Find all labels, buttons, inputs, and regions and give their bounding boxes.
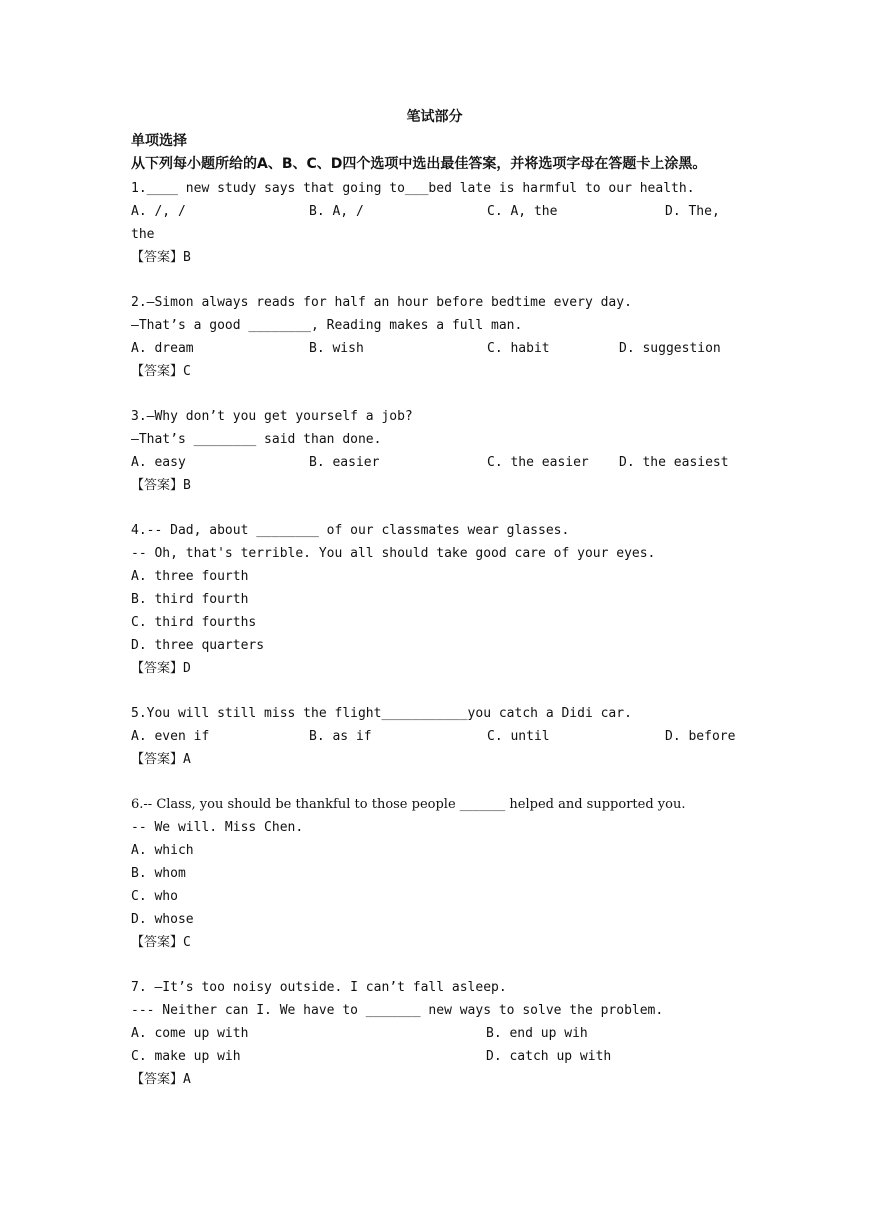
option: A. even if	[131, 729, 210, 744]
question-stem-line: -- We will. Miss Chen.	[131, 820, 304, 835]
option: C. who	[131, 889, 178, 904]
answer-value: A	[183, 1072, 191, 1087]
question-stem-line: —That’s ________ said than done.	[131, 432, 382, 447]
question-stem-line: 7. —It’s too noisy outside. I can’t fall asleep.	[131, 980, 507, 995]
option: A. /, /	[131, 204, 186, 219]
question-item	[131, 702, 741, 771]
answer-line: 【答案】B	[131, 478, 191, 493]
answer-value: A	[183, 752, 191, 767]
option: A. three fourth	[131, 569, 249, 584]
option: D. the easiest	[619, 455, 729, 470]
option: A. dream	[131, 341, 194, 356]
answer-line: 【答案】C	[131, 364, 191, 379]
options-row	[131, 1045, 741, 1068]
answer-value: B	[183, 478, 191, 493]
option: A. come up with	[131, 1026, 249, 1041]
question-stem-line: 3.—Why don’t you get yourself a job?	[131, 409, 413, 424]
question-list	[131, 177, 741, 1113]
answer-line: 【答案】A	[131, 1072, 191, 1087]
option: B. wish	[309, 341, 364, 356]
question-item	[131, 291, 741, 383]
option: D. three quarters	[131, 638, 265, 653]
section-name: 单项选择	[131, 133, 187, 149]
question-item	[131, 976, 741, 1091]
answer-value: C	[183, 364, 191, 379]
question-stem-line: --- Neither can I. We have to _______ new ways to solve the problem.	[131, 1003, 664, 1018]
option: C. habit	[487, 341, 550, 356]
options-row	[131, 1022, 741, 1045]
options-row	[131, 725, 741, 748]
answer-line: 【答案】C	[131, 935, 191, 950]
question-stem-line: —That’s a good ________, Reading makes a full man.	[131, 318, 523, 333]
option: D. The,	[665, 204, 720, 219]
option: B. whom	[131, 866, 186, 881]
option: A. easy	[131, 455, 186, 470]
option: C. until	[487, 729, 550, 744]
option-wrap-line: the	[131, 227, 155, 242]
option: D. before	[665, 729, 736, 744]
answer-value: D	[183, 661, 191, 676]
question-item	[131, 177, 741, 269]
page-title: 笔试部分	[406, 109, 463, 125]
answer-value: B	[183, 250, 191, 265]
option: D. whose	[131, 912, 194, 927]
option: B. third fourth	[131, 592, 249, 607]
question-stem-line: 2.—Simon always reads for half an hour before bedtime every day.	[131, 295, 632, 310]
question-item	[131, 793, 741, 954]
answer-line: 【答案】B	[131, 250, 191, 265]
section-instruction: 从下列每小题所给的A、B、C、D四个选项中选出最佳答案，并将选项字母在答题卡上涂黑。	[131, 156, 707, 172]
question-stem-line: 6.-- Class, you should be thankful to those people _______ helped and supported you.	[131, 797, 686, 812]
options-row	[131, 200, 741, 223]
options-row	[131, 337, 741, 360]
options-row	[131, 451, 741, 474]
section-header	[131, 130, 706, 176]
option: B. easier	[309, 455, 380, 470]
option: C. A, the	[487, 204, 558, 219]
question-stem-line: 1.____ new study says that going to___bed late is harmful to our health.	[131, 181, 695, 196]
option: C. make up wih	[131, 1049, 241, 1064]
option: B. A, /	[309, 204, 364, 219]
answer-line: 【答案】A	[131, 752, 191, 767]
question-item	[131, 519, 741, 680]
option: D. catch up with	[486, 1049, 612, 1064]
question-stem-line: -- Oh, that's terrible. You all should take good care of your eyes.	[131, 546, 656, 561]
option: A. which	[131, 843, 194, 858]
answer-value: C	[183, 935, 191, 950]
option: C. the easier	[487, 455, 589, 470]
option: B. as if	[309, 729, 372, 744]
answer-line: 【答案】D	[131, 661, 191, 676]
question-item	[131, 405, 741, 497]
option: B. end up wih	[486, 1026, 588, 1041]
question-stem-line: 4.-- Dad, about ________ of our classmates wear glasses.	[131, 523, 570, 538]
option: C. third fourths	[131, 615, 257, 630]
option: D. suggestion	[619, 341, 721, 356]
question-stem-line: 5.You will still miss the flight___________you catch a Didi car.	[131, 706, 632, 721]
